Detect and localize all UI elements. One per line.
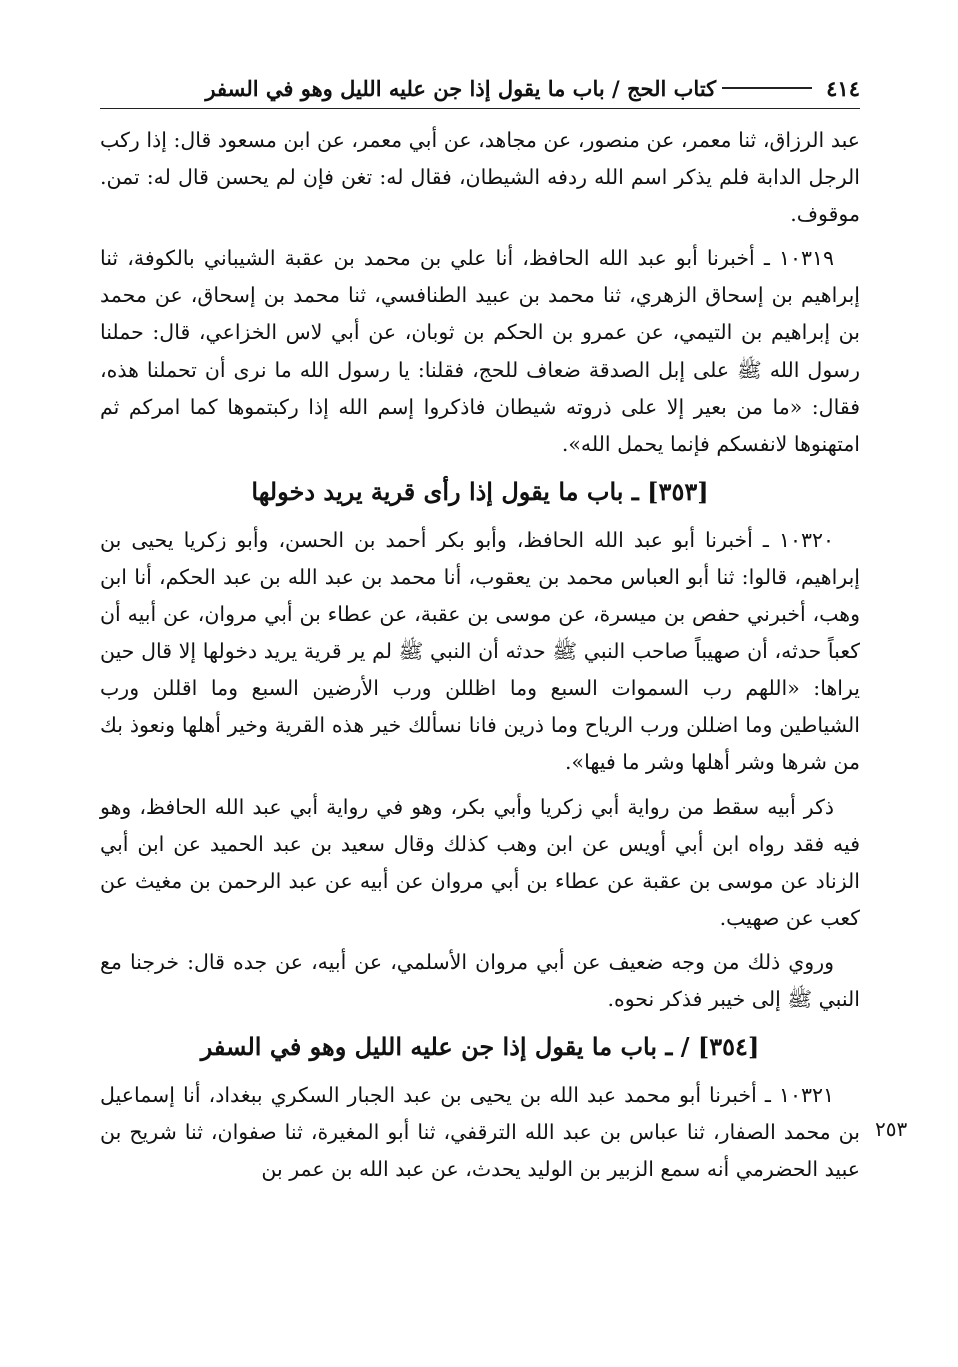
paragraph: ١٠٣١٩ ـ أخبرنا أبو عبد الله الحافظ، أنا علي بن محمد بن عقبة الشيباني بالكوفة، ثنا إبراهيم بن إسحاق الزهري، ثنا محمد بن عبيد الطنافسي، ثنا محمد بن إسحاق، عن محمد بن إبراهيم بن التيمي، عن عمرو بن الحكم بن ثوبان، عن أبي لاس الخزاعي، قال: حملنا رسول الله ﷺ على إبل الصدقة ضعاف للحج، فقلنا: يا رسول الله ما نرى أن تحملنا هذه، فقال: «ما من بعير إلا على ذروته شيطان فاذكروا إسم الله إذا ركبتموها كما امركم ثم امتهنوها لانفسكم فإنما يحمل الله». [100, 246, 860, 456]
body-text [100, 122, 860, 1195]
header-title: كتاب الحج / باب ما يقول إذا جن عليه الليل وهو في السفر [205, 75, 717, 101]
header-rule [722, 87, 812, 89]
paragraph: وروي ذلك من وجه ضعيف عن أبي مروان الأسلمي، عن أبيه، عن جده قال: خرجنا مع النبي ﷺ إلى خيبر فذكر نحوه. [100, 949, 860, 1011]
page-number: ٤١٤ [826, 75, 860, 101]
running-header [100, 68, 860, 109]
chapter-heading: [٣٥٤] / ـ باب ما يقول إذا جن عليه الليل وهو في السفر [200, 1032, 760, 1062]
margin-page-reference: ٢٥٣ [875, 1117, 908, 1141]
chapter-heading: [٣٥٣] ـ باب ما يقول إذا رأى قرية يريد دخولها [251, 476, 709, 506]
paragraph: ١٠٣٢١ ـ أخبرنا أبو محمد عبد الله بن يحيى بن عبد الجبار السكري ببغداد، أنا إسماعيل بن محمد الصفار، ثنا عباس بن عبد الله الترقفي، ثنا أبو المغيرة، ثنا صفوان، ثنا شريح بن عبيد الحضرمي أنه سمع الزبير بن الوليد يحدث، عن عبد الله بن عمر بن [100, 1083, 860, 1182]
paragraph: ذكر أبيه سقط من رواية أبي زكريا وأبي بكر، وهو في رواية أبي عبد الله الحافظ، وهو فيه فقد رواه ابن أبي أويس عن ابن وهب كذلك وقال سعيد بن عبد الحميد عن ابن أبي الزناد عن موسى بن عقبة عن عطاء بن أبي مروان عن أبيه عن عبد الرحمن بن مغيث عن كعب عن صهيب. [100, 794, 860, 930]
paragraph: ١٠٣٢٠ ـ أخبرنا أبو عبد الله الحافظ، وأبو بكر أحمد بن الحسن، وأبو زكريا يحيى بن إبراهيم، قالوا: ثنا أبو العباس محمد بن يعقوب، أنا محمد بن عبد الله بن عبد الحكم، أنا ابن وهب، أخبرني حفص بن ميسرة، عن موسى بن عقبة، عن عطاء بن أبي مروان، عن أبيه أن كعباً حدثه، أن صهيباً صاحب النبي ﷺ حدثه أن النبي ﷺ لم ير قرية يريد دخولها إلا قال حين يراها: «اللهم رب السموات السبع وما اظللن ورب الأرضين السبع وما اقللن ورب الشياطين وما اضللن ورب الرياح وما ذرين فانا نسألك خير هذه القرية وخير أهلها ونعوذ بك من شرها وشر أهلها وشر ما فيها». [100, 527, 860, 775]
paragraph: عبد الرزاق، ثنا معمر، عن منصور، عن مجاهد، عن أبي معمر، عن ابن مسعود قال: إذا ركب الرجل الدابة فلم يذكر اسم الله ردفه الشيطان، فقال له: تغن فإن لم يحسن قال له: تمن. موقوف. [100, 128, 860, 227]
